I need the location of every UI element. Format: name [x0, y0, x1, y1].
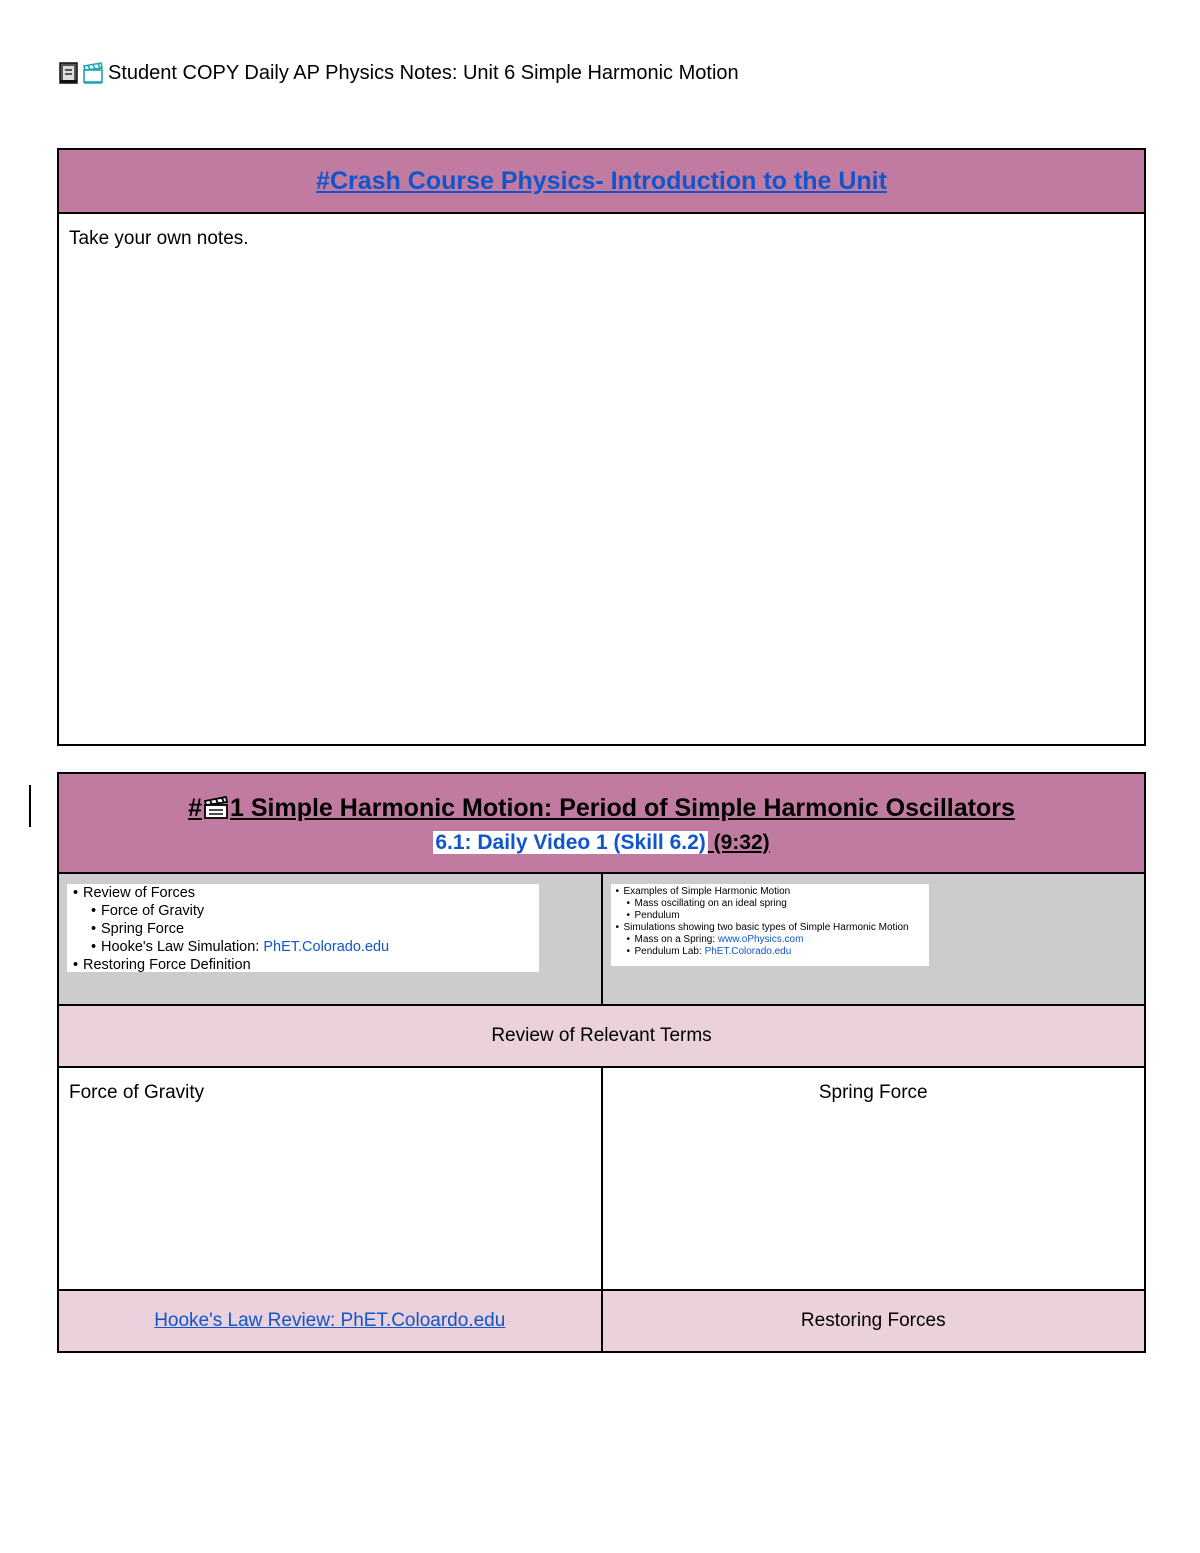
force-of-gravity-cell[interactable]: Force of Gravity	[58, 1067, 602, 1290]
restoring-forces-cell: Restoring Forces	[602, 1290, 1146, 1352]
shm-header	[58, 773, 1145, 873]
hookes-law-link[interactable]: Hooke's Law Review: PhET.Coloardo.edu	[154, 1310, 506, 1331]
notebook-icon	[58, 62, 80, 84]
video-duration: (9:32)	[707, 830, 770, 854]
crash-course-table	[57, 148, 1146, 746]
document-title	[58, 62, 739, 85]
spring-force-cell[interactable]: Spring Force	[602, 1067, 1146, 1290]
shm-subtitle	[59, 831, 1144, 855]
daily-video-link[interactable]: 6.1: Daily Video 1 (Skill 6.2)	[435, 830, 706, 854]
relevant-terms-header: Review of Relevant Terms	[58, 1005, 1145, 1067]
phet-pendulum-link[interactable]: PhET.Colorado.edu	[704, 946, 792, 957]
slide-thumbnail-forces[interactable]: • Review of Forces • Force of Gravity • Spring Force • Hooke's Law Simulation: PhET.Colorado.edu • Restoring Force Definition	[67, 884, 539, 972]
document-title-text: Student COPY Daily AP Physics Notes: Unit 6 Simple Harmonic Motion	[108, 62, 739, 84]
crash-course-link[interactable]: #Crash Course Physics- Introduction to the Unit	[316, 166, 887, 195]
phet-link[interactable]: PhET.Colorado.edu	[263, 939, 390, 955]
shm-title: # 1 Simple Harmonic Motion: Period of Simple Harmonic Oscillators	[188, 793, 1015, 822]
slide-thumbnail-shm-examples[interactable]: • Examples of Simple Harmonic Motion • Mass oscillating on an ideal spring • Pendulum • Simulations showing two basic types of Simple Harmonic Motion • Mass on a Spring: www.oPhysics.com • Pendulum Lab: PhET.Colorado.edu	[611, 884, 929, 966]
notes-instruction: Take your own notes.	[69, 228, 249, 249]
text-cursor	[29, 785, 31, 827]
ophysics-link[interactable]: www.oPhysics.com	[717, 934, 804, 945]
clapperboard-icon[interactable]	[82, 62, 104, 84]
shm-table	[57, 772, 1146, 1353]
notes-area[interactable]	[58, 213, 1145, 745]
slide-cell-left	[58, 873, 602, 1005]
hookes-law-cell	[58, 1290, 602, 1352]
clapperboard-icon	[203, 796, 229, 820]
slide-cell-right	[602, 873, 1146, 1005]
crash-course-header	[58, 149, 1145, 213]
